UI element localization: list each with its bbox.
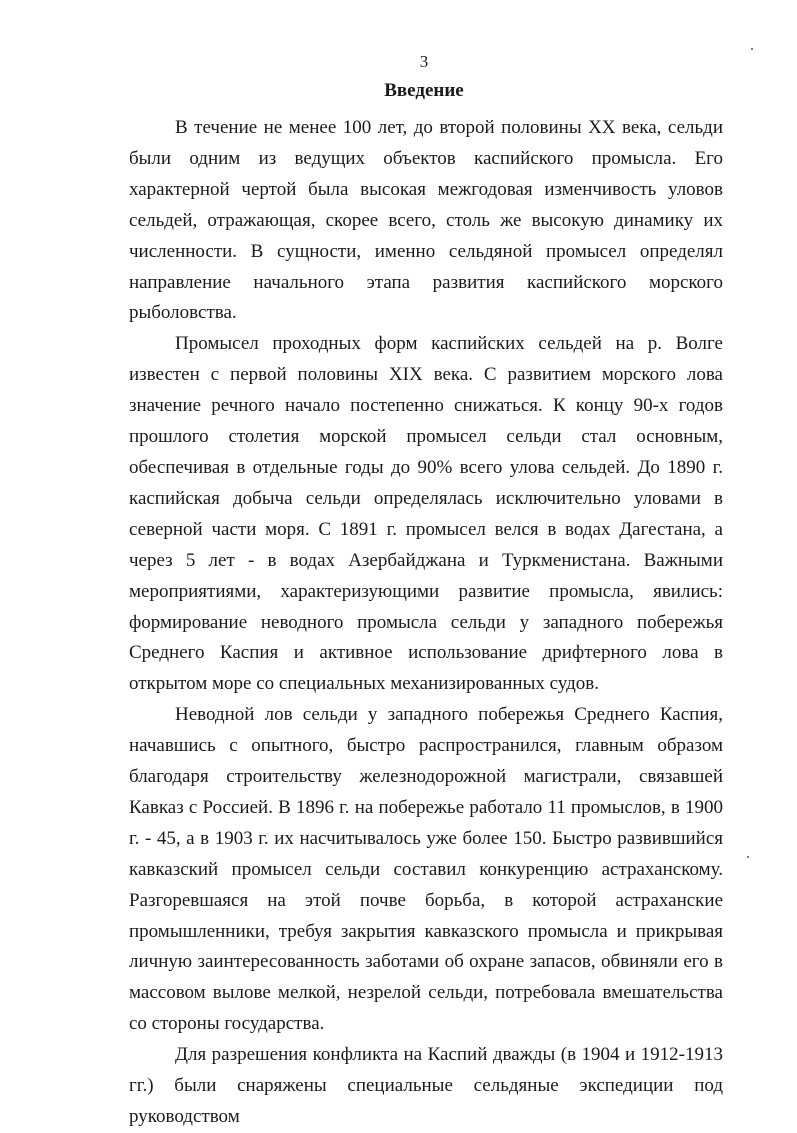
page-number: 3 xyxy=(419,52,429,71)
page-title: Введение xyxy=(384,80,464,101)
body-text xyxy=(129,113,723,1133)
paragraph-4: Для разрешения конфликта на Каспий дважды (в 1904 и 1912-1913 гг.) были снаряжены специальные сельдяные экспедиции под руководством xyxy=(129,1044,723,1127)
scan-speck xyxy=(747,856,749,858)
scan-speck xyxy=(751,48,753,50)
paragraph-2: Промысел проходных форм каспийских сельдей на р. Волге известен с первой половины XIX века. С развитием морского лова значение речного начало постепенно снижаться. К концу 90-х годов прошлого столетия морской промысел сельди стал основным, обеспечивая в отдельные годы до 90% всего улова сельдей. До 1890 г. каспийская добыча сельди определялась исключительно уловами в северной части моря. С 1891 г. промысел велся в водах Дагестана, а через 5 лет - в водах Азербайджана и Туркменистана. Важными мероприятиями, характеризующими развитие промысла, явились: формирование неводного промысла сельди у западного побережья Среднего Каспия и активное использование дрифтерного лова в открытом море со специальных механизированных судов. xyxy=(129,333,723,695)
paragraph-1: В течение не менее 100 лет, до второй половины XX века, сельди были одним из ведущих объектов каспийского промысла. Его характерной чертой была высокая межгодовая изменчивость уловов сельдей, отражающая, скорее всего, столь же высокую динамику их численности. В сущности, именно сельдяной промысел определял направление начального этапа развития каспийского морского рыболовства. xyxy=(129,117,723,324)
paragraph-3: Неводной лов сельди у западного побережья Среднего Каспия, начавшись с опытного, быстро распространился, главным образом благодаря строительству железнодорожной магистрали, связавшей Кавказ с Россией. В 1896 г. на побережье работало 11 промыслов, в 1900 г. - 45, а в 1903 г. их насчитывалось уже более 150. Быстро развившийся кавказский промысел сельди составил конкуренцию астраханскому. Разгоревшаяся на этой почве борьба, в которой астраханские промышленники, требуя закрытия кавказского промысла и прикрывая личную заинтересованность заботами об охране запасов, обвиняли его в массовом вылове мелкой, незрелой сельди, потребовала вмешательства со стороны государства. xyxy=(129,704,723,1035)
